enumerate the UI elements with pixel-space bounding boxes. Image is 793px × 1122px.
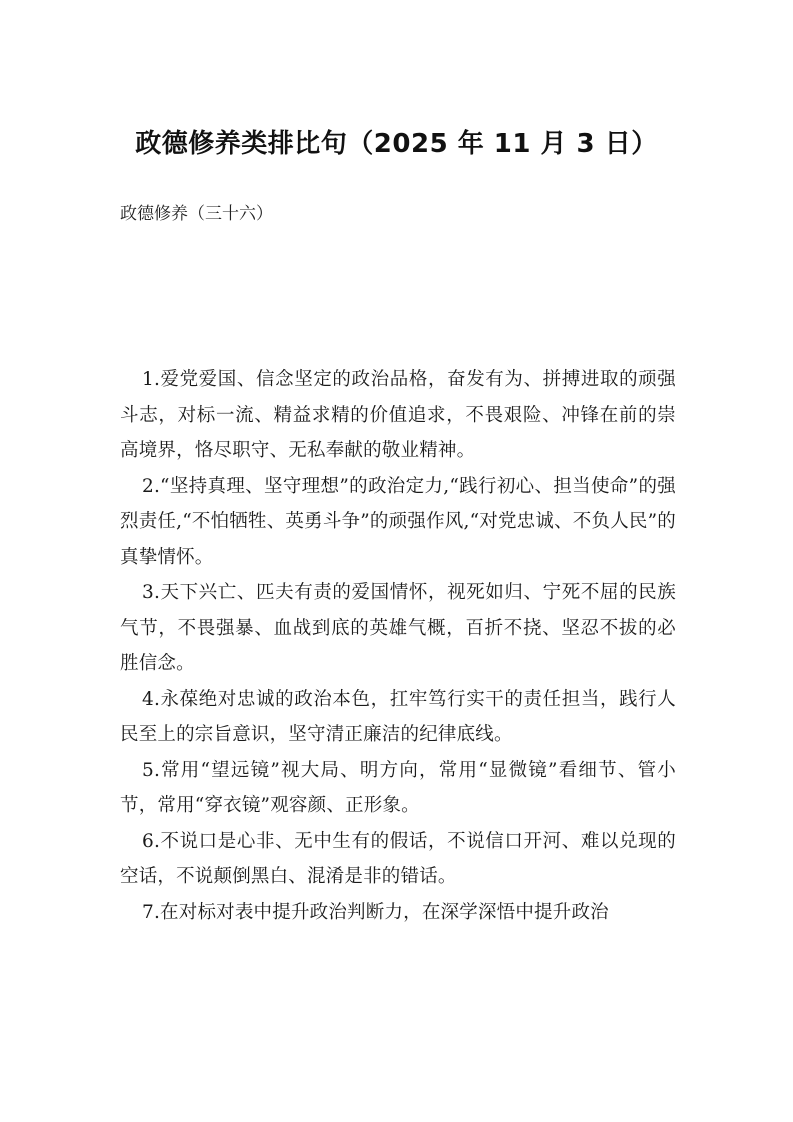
paragraph: 4.永葆绝对忠诚的政治本色，扛牢笃行实干的责任担当，践行人民至上的宗旨意识，坚守清正廉洁的纪律底线。: [120, 688, 676, 745]
paragraph: 5.常用“望远镜”视大局、明方向，常用“显微镜”看细节、管小节，常用“穿衣镜”观容颜、正形象。: [120, 759, 676, 816]
paragraph: 7.在对标对表中提升政治判断力，在深学深悟中提升政治: [142, 901, 609, 923]
document-title: 政德修养类排比句（2025 年 11 月 3 日）: [135, 129, 658, 159]
paragraph: 1.爱党爱国、信念坚定的政治品格，奋发有为、拼搏进取的顽强斗志，对标一流、精益求精的价值追求，不畏艰险、冲锋在前的崇高境界，恪尽职守、无私奉献的敬业精神。: [120, 369, 676, 461]
document-subtitle: 政德修养（三十六）: [120, 204, 273, 224]
paragraph: 2.“坚持真理、坚守理想”的政治定力,“践行初心、担当使命”的强烈责任,“不怕牺牲、英勇斗争”的顽强作风,“对党忠诚、不负人民”的真挚情怀。: [120, 475, 676, 568]
document-body: [120, 362, 676, 930]
paragraph: 6.不说口是心非、无中生有的假话，不说信口开河、难以兑现的空话，不说颠倒黑白、混淆是非的错话。: [120, 830, 676, 887]
paragraph: 3.天下兴亡、匹夫有责的爱国情怀，视死如归、宁死不屈的民族气节，不畏强暴、血战到底的英雄气概，百折不挠、坚忍不拔的必胜信念。: [120, 582, 676, 674]
